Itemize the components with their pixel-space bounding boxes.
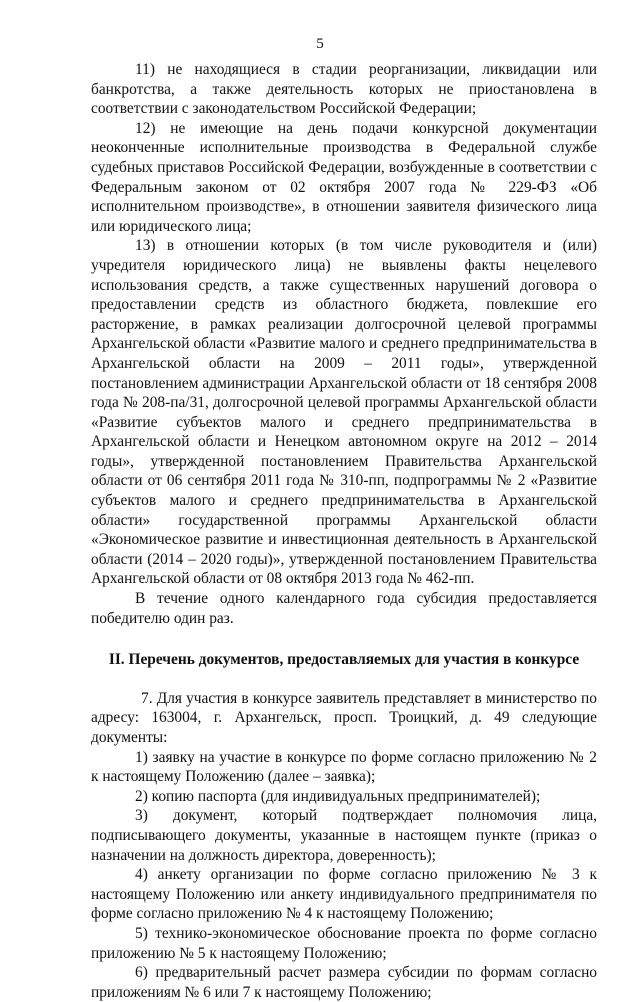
paragraph-item-12: 12) не имеющие на день подачи конкурсной документации неоконченные исполнительные производства в Федеральной службе судебных приставов Российской Федерации, возбужденные в соответствии с Федеральным законом от 02 октября 2007 года № 229-ФЗ «Об исполнительном производстве», в отношении заявителя физического лица или юридического лица; [91,119,597,235]
list-item: 4) анкету организации по форме согласно приложению № 3 к настоящему Положению или анкету индивидуального предпринимателя по форме согласно приложению № 4 к настоящему Положению; [91,866,597,923]
paragraph-item-11: 11) не находящиеся в стадии реорганизации, ликвидации или банкротства, а также деятельность которых не приостановлена в соответствии с законодательством Российской Федерации; [91,61,597,118]
list-item: 6) предварительный расчет размера субсидии по формам согласно приложениям № 6 или 7 к настоящему Положению; [91,964,597,1001]
list-item: 2) копию паспорта (для индивидуальных предпринимателей); [135,787,541,805]
list-item: 5) технико-экономическое обоснование проекта по форме согласно приложению № 5 к настоящему Положению; [91,924,597,962]
list-item: 1) заявку на участие в конкурсе по форме согласно приложению № 2 к настоящему Положению (далее – заявка); [91,748,597,786]
paragraph-7: 7. Для участия в конкурсе заявитель представляет в министерство по адресу: 163004, г. Архангельск, просп. Троицкий, д. 49 следующие документы: [91,689,597,746]
paragraph-once-per-year: В течение одного календарного года субсидия предоставляется победителю один раз. [91,590,597,627]
document-body [91,60,597,1002]
list-item: 3) документ, который подтверждает полномочия лица, подписывающего документы, указанные в настоящем пункте (приказ о назначении на должность директора, доверенность); [91,807,597,864]
section-heading: II. Перечень документов, предоставляемых для участия в конкурсе [108,651,580,669]
paragraph-item-13: 13) в отношении которых (в том числе руководителя и (или) учредителя юридического лица) не выявлены факты нецелевого использования средств, а также существенных нарушений договора о предоставлении средств из областного бюджета, повлекшие его расторжение, в рамках реализации долгосрочной целевой программы Архангельской области «Развитие малого и среднего предпринимательства в Архангельской области на 2009 – 2011 годы», утвержденной постановлением администрации Архангельской области от 18 сентября 2008 года № 208-па/31, долгосрочной целевой программы Архангельской области «Развитие субъектов малого и среднего предпринимательства в Архангельской области и Ненецком автономном округе на 2012 – 2014 годы», утвержденной постановлением Правительства Архангельской области от 06 сентября 2011 года № 310-пп, подпрограммы № 2 «Развитие субъектов малого и среднего предпринимательства в Архангельской области» государственной программы Архангельской области «Экономическое развитие и инвестиционная деятельность в Архангельской области (2014 – 2020 годы)», утвержденной постановлением Правительства Архангельской области от 08 октября 2013 года № 462-пп. [91,237,597,588]
page-number: 5 [316,36,324,52]
